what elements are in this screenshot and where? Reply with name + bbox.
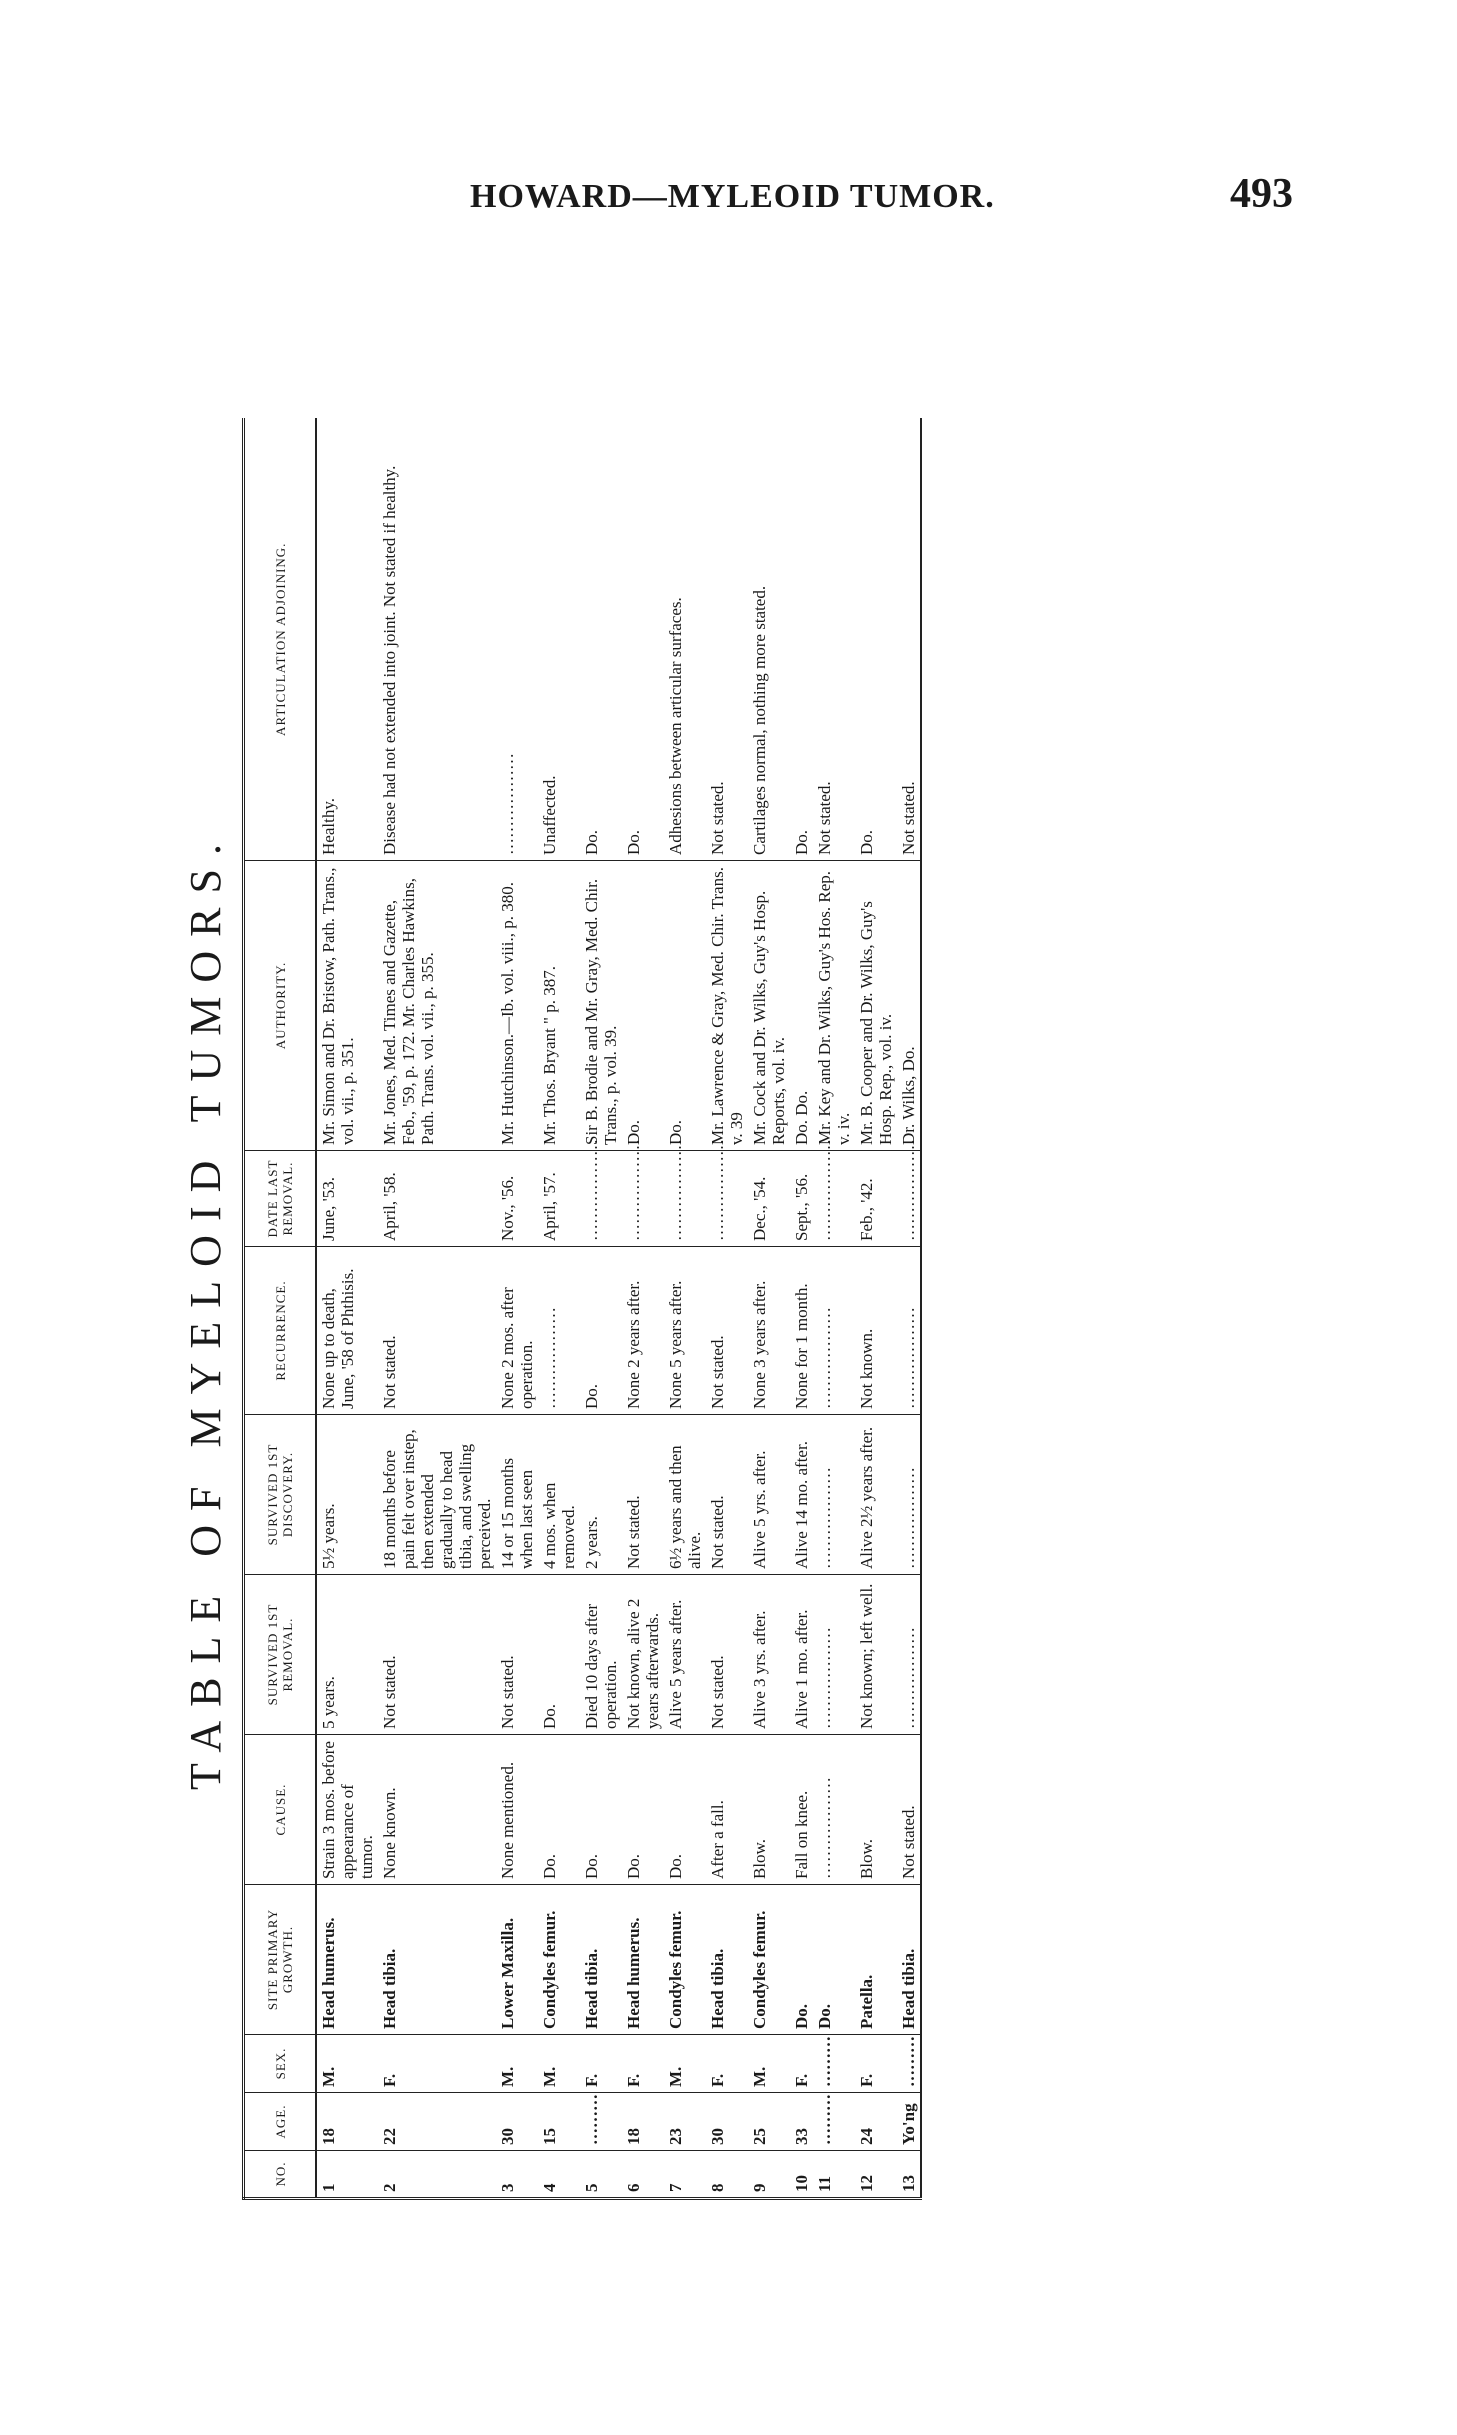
- cell-age: 18: [316, 2093, 378, 2151]
- cell-date: ………………: [622, 1151, 664, 1247]
- cell-date: April, '58.: [378, 1151, 496, 1247]
- cell-survived-discovery: Not stated.: [622, 1415, 664, 1575]
- cell-articulation: Do.: [622, 419, 664, 861]
- cell-survived-discovery: Alive 2½ years after.: [855, 1415, 897, 1575]
- cell-sex: M.: [538, 2035, 580, 2093]
- page-number: 493: [1230, 171, 1293, 217]
- cell-cause: ………………: [813, 1735, 855, 1885]
- cell-date: Dec., '54.: [748, 1151, 790, 1247]
- cell-survived-discovery: 14 or 15 months when last seen: [496, 1415, 538, 1575]
- header-authority: AUTHORITY.: [244, 861, 317, 1151]
- cell-site: Head humerus.: [316, 1885, 378, 2035]
- cell-authority: Mr. Thos. Bryant " p. 387.: [538, 861, 580, 1151]
- cell-authority: Mr. Key and Dr. Wilks, Guy's Hos. Rep. v. iv.: [813, 861, 855, 1151]
- cell-sex: F.: [790, 2035, 813, 2093]
- cell-sex: F.: [378, 2035, 496, 2093]
- cell-recurrence: Not stated.: [378, 1247, 496, 1415]
- cell-recurrence: Not stated.: [706, 1247, 748, 1415]
- cell-age: 24: [855, 2093, 897, 2151]
- cell-articulation: Adhesions between articular surfaces.: [664, 419, 706, 861]
- cell-sex: ………: [813, 2035, 855, 2093]
- cell-authority: Do. Do.: [790, 861, 813, 1151]
- cell-authority: Sir B. Brodie and Mr. Gray, Med. Chir. Trans., p. vol. 39.: [580, 861, 622, 1151]
- cell-articulation: Cartilages normal, nothing more stated.: [748, 419, 790, 861]
- cell-recurrence: None for 1 month.: [790, 1247, 813, 1415]
- table-row: [897, 419, 921, 2199]
- cell-site: Condyles femur.: [664, 1885, 706, 2035]
- cell-no: 5: [580, 2151, 622, 2199]
- cell-articulation: Do.: [855, 419, 897, 861]
- cell-site: Head tibia.: [897, 1885, 921, 2035]
- cell-age: 33: [790, 2093, 813, 2151]
- cell-recurrence: None up to death, June, '58 of Phthisis.: [316, 1247, 378, 1415]
- cell-authority: Mr. Jones, Med. Times and Gazette, Feb., '59, p. 172. Mr. Charles Hawkins, Path. Trans. vol. vii., p. 355.: [378, 861, 496, 1151]
- table-row: [378, 419, 496, 2199]
- table-row: [748, 419, 790, 2199]
- table-row: [622, 419, 664, 2199]
- cell-cause: Do.: [580, 1735, 622, 1885]
- header-recurrence: RECURRENCE.: [244, 1247, 317, 1415]
- header-row: [244, 419, 317, 2199]
- cell-survived-removal: Do.: [538, 1575, 580, 1735]
- running-title: HOWARD—MYLEOID TUMOR.: [470, 178, 995, 215]
- cell-survived-discovery: Alive 14 mo. after.: [790, 1415, 813, 1575]
- cell-date: ………………: [897, 1151, 921, 1247]
- cell-date: ………………: [813, 1151, 855, 1247]
- cell-authority: Do.: [664, 861, 706, 1151]
- cell-survived-removal: 5 years.: [316, 1575, 378, 1735]
- cell-authority: Mr. Hutchinson.—Ib. vol. viii., p. 380.: [496, 861, 538, 1151]
- cell-articulation: Not stated.: [706, 419, 748, 861]
- cell-recurrence: ………………: [813, 1247, 855, 1415]
- cell-date: Nov., '56.: [496, 1151, 538, 1247]
- cell-date: Feb., '42.: [855, 1151, 897, 1247]
- cell-survived-discovery: 5½ years.: [316, 1415, 378, 1575]
- cell-recurrence: ………………: [538, 1247, 580, 1415]
- header-sex: SEX.: [244, 2035, 317, 2093]
- cell-site: Head tibia.: [706, 1885, 748, 2035]
- header-date: DATE LAST REMOVAL.: [244, 1151, 317, 1247]
- cell-survived-discovery: ………………: [897, 1415, 921, 1575]
- cell-site: Condyles femur.: [748, 1885, 790, 2035]
- cell-survived-removal: Not known; left well.: [855, 1575, 897, 1735]
- cell-recurrence: None 5 years after.: [664, 1247, 706, 1415]
- cell-survived-discovery: 18 months before pain felt over instep, then extended gradually to head tibia, and swelling perceived.: [378, 1415, 496, 1575]
- cell-cause: None mentioned.: [496, 1735, 538, 1885]
- cell-survived-removal: Died 10 days after operation.: [580, 1575, 622, 1735]
- cell-authority: Mr. Lawrence & Gray, Med. Chir. Trans. v. 39: [706, 861, 748, 1151]
- header-cause: CAUSE.: [244, 1735, 317, 1885]
- cell-articulation: Not stated.: [813, 419, 855, 861]
- table-row: [664, 419, 706, 2199]
- header-age: AGE.: [244, 2093, 317, 2151]
- cell-sex: M.: [496, 2035, 538, 2093]
- cell-age: 23: [664, 2093, 706, 2151]
- cell-no: 7: [664, 2151, 706, 2199]
- header-survived-removal: SURVIVED 1ST REMOVAL.: [244, 1575, 317, 1735]
- cell-date: Sept., '56.: [790, 1151, 813, 1247]
- cell-date: ………………: [580, 1151, 622, 1247]
- myeloid-tumor-table: [242, 419, 922, 2201]
- cell-survived-discovery: 6½ years and then alive.: [664, 1415, 706, 1575]
- header-site: SITE PRIMARY GROWTH.: [244, 1885, 317, 2035]
- cell-age: ………: [813, 2093, 855, 2151]
- cell-articulation: ………………: [496, 419, 538, 861]
- cell-cause: Strain 3 mos. before appearance of tumor.: [316, 1735, 378, 1885]
- cell-no: 8: [706, 2151, 748, 2199]
- cell-recurrence: None 2 mos. after operation.: [496, 1247, 538, 1415]
- table-title: TABLE OF MYELOID TUMORS.: [181, 830, 230, 1790]
- cell-no: 13: [897, 2151, 921, 2199]
- cell-cause: Not stated.: [897, 1735, 921, 1885]
- cell-no: 9: [748, 2151, 790, 2199]
- cell-site: Patella.: [855, 1885, 897, 2035]
- cell-age: 15: [538, 2093, 580, 2151]
- cell-survived-discovery: Alive 5 yrs. after.: [748, 1415, 790, 1575]
- cell-date: June, '53.: [316, 1151, 378, 1247]
- cell-survived-removal: Alive 3 yrs. after.: [748, 1575, 790, 1735]
- cell-cause: After a fall.: [706, 1735, 748, 1885]
- cell-no: 3: [496, 2151, 538, 2199]
- cell-no: 10: [790, 2151, 813, 2199]
- cell-sex: M.: [748, 2035, 790, 2093]
- cell-date: ………………: [664, 1151, 706, 1247]
- cell-recurrence: None 3 years after.: [748, 1247, 790, 1415]
- cell-site: Lower Maxilla.: [496, 1885, 538, 2035]
- cell-survived-removal: Alive 5 years after.: [664, 1575, 706, 1735]
- table-row: [580, 419, 622, 2199]
- cell-survived-removal: Alive 1 mo. after.: [790, 1575, 813, 1735]
- cell-date: ………………: [706, 1151, 748, 1247]
- cell-authority: Mr. Simon and Dr. Bristow, Path. Trans., vol. vii., p. 351.: [316, 861, 378, 1151]
- cell-site: Do.: [790, 1885, 813, 2035]
- cell-age: ………: [580, 2093, 622, 2151]
- cell-site: Do.: [813, 1885, 855, 2035]
- cell-sex: F.: [706, 2035, 748, 2093]
- header-articulation: ARTICULATION ADJOINING.: [244, 419, 317, 861]
- cell-recurrence: ………………: [897, 1247, 921, 1415]
- cell-authority: Do.: [622, 861, 664, 1151]
- rotated-table-block: [180, 420, 1290, 2200]
- cell-no: 11: [813, 2151, 855, 2199]
- cell-articulation: Healthy.: [316, 419, 378, 861]
- cell-age: 30: [496, 2093, 538, 2151]
- running-head: [0, 168, 1457, 228]
- cell-cause: Do.: [664, 1735, 706, 1885]
- cell-survived-removal: Not stated.: [378, 1575, 496, 1735]
- cell-authority: Dr. Wilks, Do.: [897, 861, 921, 1151]
- cell-authority: Mr. Cock and Dr. Wilks, Guy's Hosp. Reports, vol. iv.: [748, 861, 790, 1151]
- cell-survived-discovery: Not stated.: [706, 1415, 748, 1575]
- cell-articulation: Not stated.: [897, 419, 921, 861]
- cell-no: 12: [855, 2151, 897, 2199]
- cell-survived-removal: ………………: [897, 1575, 921, 1735]
- table-row: [813, 419, 855, 2199]
- cell-cause: Blow.: [855, 1735, 897, 1885]
- cell-articulation: Do.: [790, 419, 813, 861]
- table-row: [855, 419, 897, 2199]
- cell-recurrence: Do.: [580, 1247, 622, 1415]
- cell-no: 6: [622, 2151, 664, 2199]
- cell-sex: F.: [855, 2035, 897, 2093]
- cell-survived-removal: ………………: [813, 1575, 855, 1735]
- cell-sex: ………: [897, 2035, 921, 2093]
- cell-survived-removal: Not stated.: [706, 1575, 748, 1735]
- cell-site: Head tibia.: [378, 1885, 496, 2035]
- cell-survived-discovery: ………………: [813, 1415, 855, 1575]
- cell-age: 22: [378, 2093, 496, 2151]
- cell-no: 4: [538, 2151, 580, 2199]
- cell-sex: M.: [664, 2035, 706, 2093]
- cell-sex: F.: [580, 2035, 622, 2093]
- cell-site: Head tibia.: [580, 1885, 622, 2035]
- cell-survived-discovery: 2 years.: [580, 1415, 622, 1575]
- cell-recurrence: Not known.: [855, 1247, 897, 1415]
- cell-date: April, '57.: [538, 1151, 580, 1247]
- table-row: [790, 419, 813, 2199]
- cell-age: Yo'ng: [897, 2093, 921, 2151]
- table-row: [706, 419, 748, 2199]
- cell-survived-discovery: 4 mos. when removed.: [538, 1415, 580, 1575]
- cell-site: Head humerus.: [622, 1885, 664, 2035]
- cell-site: Condyles femur.: [538, 1885, 580, 2035]
- cell-articulation: Disease had not extended into joint. Not stated if healthy.: [378, 419, 496, 861]
- cell-age: 30: [706, 2093, 748, 2151]
- cell-survived-removal: Not stated.: [496, 1575, 538, 1735]
- cell-cause: Do.: [622, 1735, 664, 1885]
- cell-articulation: Do.: [580, 419, 622, 861]
- table-row: [316, 419, 378, 2199]
- cell-cause: Blow.: [748, 1735, 790, 1885]
- cell-survived-removal: Not known, alive 2 years afterwards.: [622, 1575, 664, 1735]
- cell-sex: M.: [316, 2035, 378, 2093]
- header-no: NO.: [244, 2151, 317, 2199]
- cell-cause: Do.: [538, 1735, 580, 1885]
- cell-articulation: Unaffected.: [538, 419, 580, 861]
- cell-no: 1: [316, 2151, 378, 2199]
- cell-no: 2: [378, 2151, 496, 2199]
- cell-cause: None known.: [378, 1735, 496, 1885]
- header-survived-discovery: SURVIVED 1ST DISCOVERY.: [244, 1415, 317, 1575]
- cell-age: 25: [748, 2093, 790, 2151]
- cell-age: 18: [622, 2093, 664, 2151]
- table-row: [538, 419, 580, 2199]
- cell-sex: F.: [622, 2035, 664, 2093]
- cell-cause: Fall on knee.: [790, 1735, 813, 1885]
- cell-authority: Mr. B. Cooper and Dr. Wilks, Guy's Hosp. Rep., vol. iv.: [855, 861, 897, 1151]
- cell-recurrence: None 2 years after.: [622, 1247, 664, 1415]
- table-row: [496, 419, 538, 2199]
